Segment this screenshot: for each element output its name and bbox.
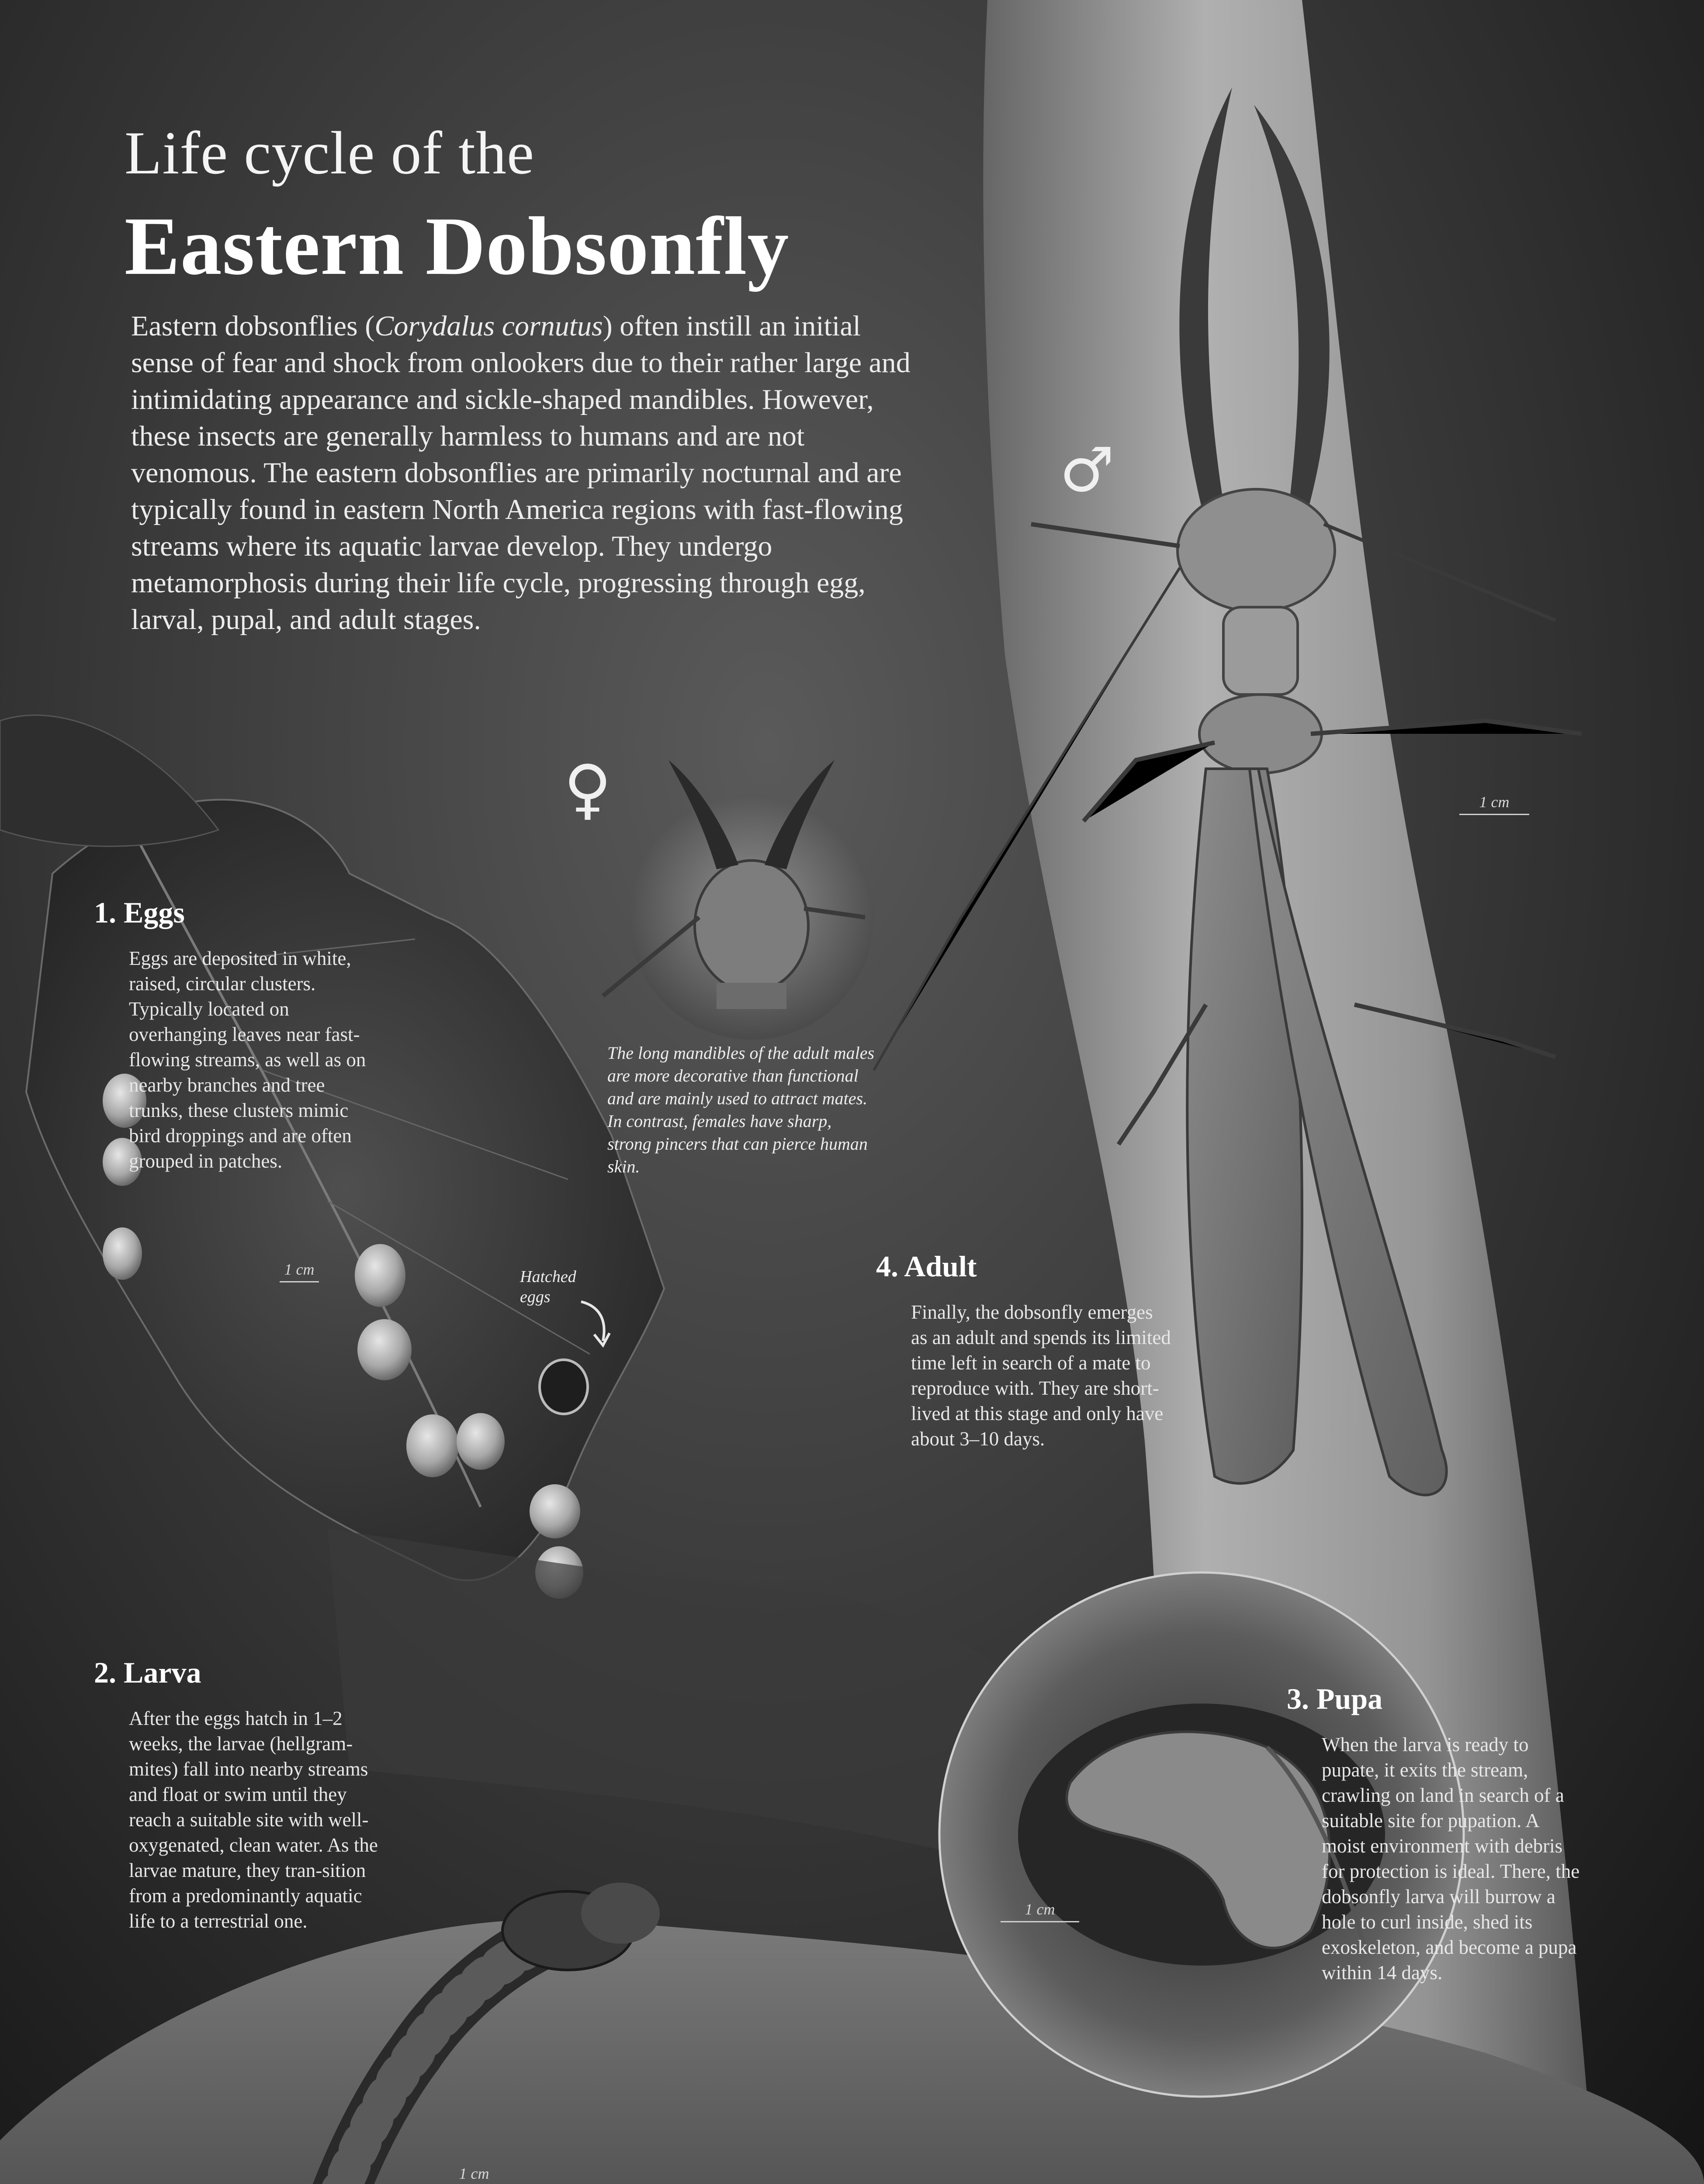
eggs-heading: 1. Eggs [94,896,185,929]
larva-heading: 2. Larva [94,1656,201,1689]
female-caption: The long mandibles of the adult males are more decorative than functional and are mainly used to attract mates. In contrast, females have sharp, strong pincers that can pierce human skin. [607,1043,875,1176]
adult-text: Finally, the dobsonfly emerges as an adult and spends its limited time left in search of a mate to reproduce with. They are short-lived at this stage and only have about 3–10 days. [911,1301,1171,1450]
male-symbol: ♂ [1060,435,1115,506]
scale-label: 1 cm [1479,793,1510,811]
scale-bar-larva [437,2164,511,2184]
scale-label: 1 cm [459,2165,489,2182]
scale-label: 1 cm [284,1261,315,1278]
intro-paragraph [131,308,918,638]
adult-heading: 4. Adult [876,1250,977,1283]
intro-latin-name: Corydalus cornutus [374,310,603,342]
intro-text-pre: Eastern dobsonflies ( [131,310,375,342]
page-title: Eastern Dobsonfly [125,200,790,292]
larva-text: After the eggs hatch in 1–2 weeks, the larvae (hellgram-mites) fall into nearby streams and float or swim until they reach a suitable site with well-oxygenated, clean water. As the larvae mature, they tran-sition from a predominantly aquatic life to a terrestrial one. [129,1707,378,1932]
female-symbol: ♀ [564,751,612,827]
scale-label: 1 cm [1025,1901,1055,1918]
scale-bar-eggs [280,1260,319,1282]
pupa-heading: 3. Pupa [1287,1682,1383,1715]
scale-bar-adult [1459,793,1529,815]
pupa-text: When the larva is ready to pupate, it exits the stream, crawling on land in search of a suitable site for pupation. A moist environment with debris for protection is ideal. There, the dobsonfly larva will burrow a hole to curl inside, shed its exoskeleton, and become a pupa within 14 days. [1322,1734,1580,1984]
eggs-text: Eggs are deposited in white, raised, circular clusters. Typically located on overhanging leaves near fast-flowing streams, as well as on nearby branches and tree trunks, these clusters mimic bird droppings and are often grouped in patches. [129,947,366,1172]
hatched-eggs-label: Hatched eggs [520,1268,576,1306]
scale-bar-pupa [1001,1900,1079,1922]
title-line-1: Life cycle of the [125,119,535,187]
intro-text-post: ) often instill an initial sense of fear and shock from onlookers due to their rather large and intimidating appearance and sickle-shaped mandibles. However, these insects are generally harmless to humans and are not venomous. The eastern dobsonflies are primarily nocturnal and are typically found in eastern North America regions with fast-flowing streams where its aquatic larvae develop. They undergo metamorphosis during their life cycle, progressing through egg, larval, pupal, and adult stages. [131,310,911,636]
